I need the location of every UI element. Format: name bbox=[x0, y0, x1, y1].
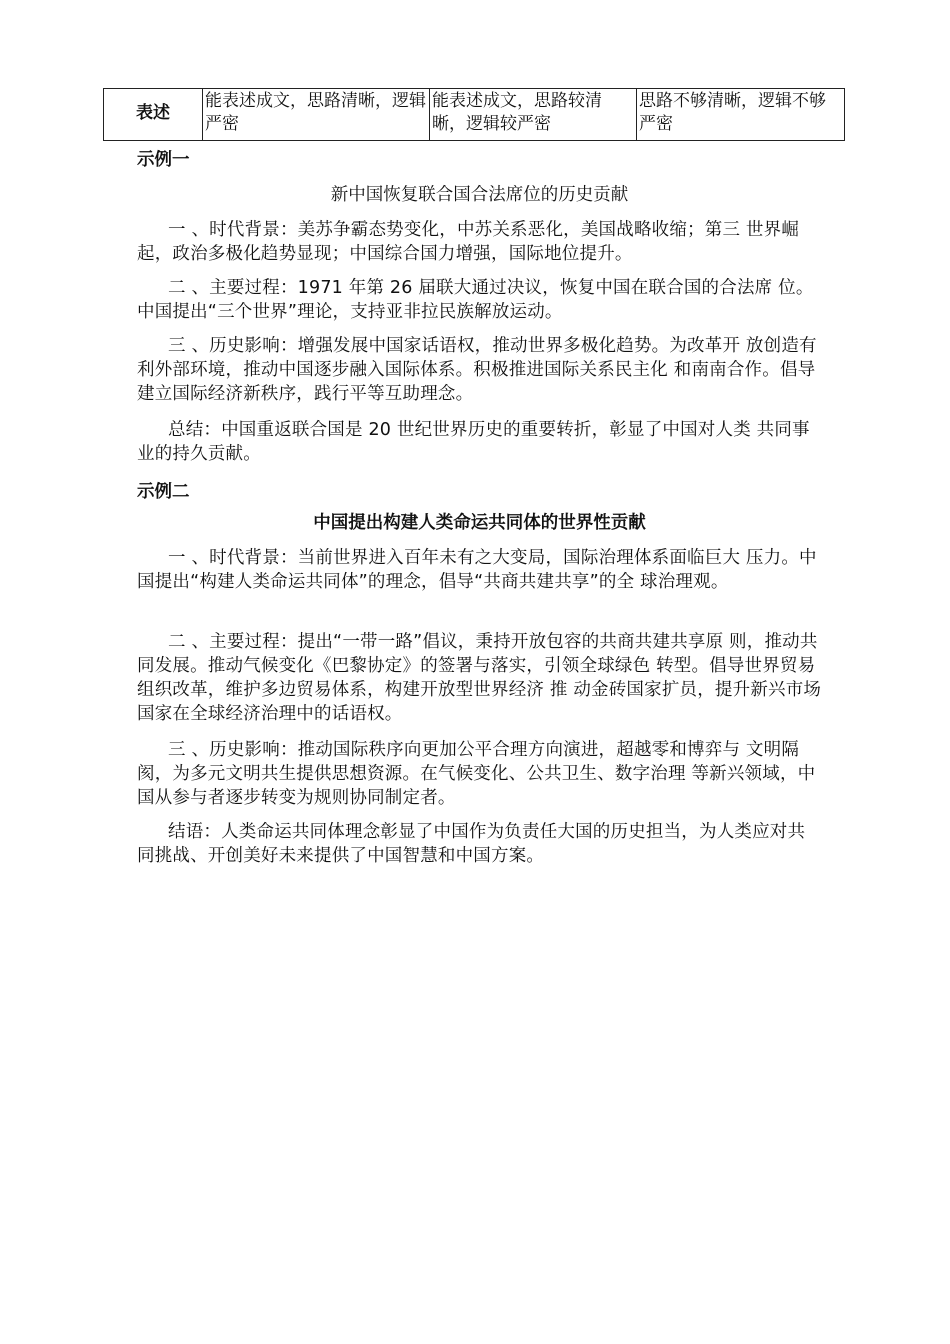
rubric-row-label: 表述 bbox=[104, 89, 203, 141]
rubric-cell-good: 能表述成文，思路较清晰，逻辑较严密 bbox=[430, 89, 637, 141]
rubric-table bbox=[103, 88, 845, 141]
example1-paragraph-summary: 总结：中国重返联合国是 20 世纪世界历史的重要转折，彰显了中国对人类 共同事业的持久贡献。 bbox=[137, 420, 810, 464]
example2-title: 中国提出构建人类命运共同体的世界性贡献 bbox=[313, 513, 646, 533]
rubric-cell-fair: 思路不够清晰，逻辑不够 严密 bbox=[637, 89, 845, 141]
example2-paragraph-impact: 三 、历史影响：推动国际秩序向更加公平合理方向演进，超越零和博弈与 文明隔阂，为多元文明共生提供思想资源。在气候变化、公共卫生、数字治理 等新兴领域，中国从参与者逐步转变为规则协同制定者。 bbox=[137, 740, 816, 808]
example2-paragraph-conclusion: 结语：人类命运共同体理念彰显了中国作为负责任大国的历史担当，为人类应对共同挑战、开创美好未来提供了中国智慧和中国方案。 bbox=[137, 822, 806, 866]
example1-paragraph-impact: 三 、历史影响：增强发展中国家话语权，推动世界多极化趋势。为改革开 放创造有利外部环境，推动中国逐步融入国际体系。积极推进国际关系民主化 和南南合作。倡导建立国际经济新秩序，践行平等互助理念。 bbox=[137, 336, 817, 404]
example2-paragraph-process: 二 、主要过程：提出“一带一路”倡议，秉持开放包容的共商共建共享原 则，推动共同发展。推动气候变化《巴黎协定》的签署与落实，引领全球绿色 转型。倡导世界贸易组织改革，维护多边贸易体系，构建开放型世界经济 推 动金砖国家扩员，提升新兴市场国家在全球经济治理中的话语权。 bbox=[137, 632, 822, 724]
rubric-cell-excellent: 能表述成文，思路清晰，逻辑严密 bbox=[203, 89, 430, 141]
example2-label: 示例二 bbox=[137, 482, 190, 502]
example1-label: 示例一 bbox=[137, 150, 190, 170]
rubric-row bbox=[104, 89, 845, 141]
example2-paragraph-background: 一 、时代背景：当前世界进入百年未有之大变局，国际治理体系面临巨大 压力。中国提出“构建人类命运共同体”的理念，倡导“共商共建共享”的全 球治理观。 bbox=[137, 548, 817, 592]
example1-paragraph-process: 二 、主要过程：1971 年第 26 届联大通过决议，恢复中国在联合国的合法席 位。中国提出“三个世界”理论，支持亚非拉民族解放运动。 bbox=[137, 278, 814, 322]
example1-paragraph-background: 一 、时代背景：美苏争霸态势变化，中苏关系恶化，美国战略收缩；第三 世界崛起，政治多极化趋势显现；中国综合国力增强，国际地位提升。 bbox=[137, 220, 800, 264]
example1-title: 新中国恢复联合国合法席位的历史贡献 bbox=[330, 185, 629, 205]
